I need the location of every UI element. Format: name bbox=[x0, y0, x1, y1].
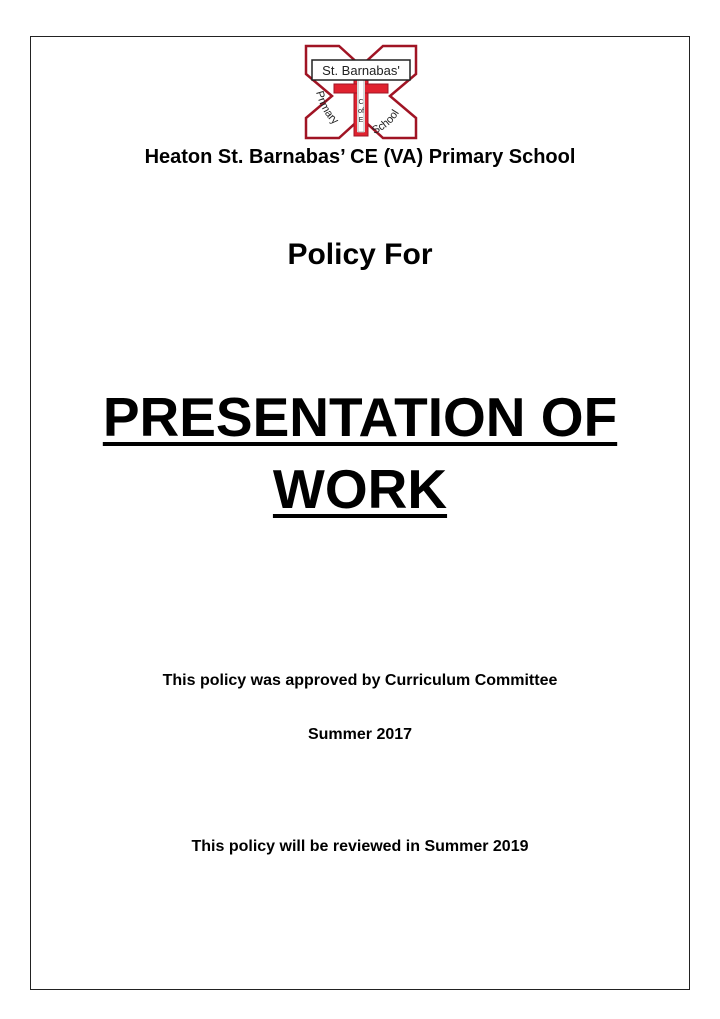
logo-right-text: School bbox=[370, 107, 402, 137]
document-title-line-1: PRESENTATION OF bbox=[102, 386, 618, 448]
school-name: Heaton St. Barnabas’ CE (VA) Primary School bbox=[144, 146, 576, 168]
approval-date: Summer 2017 bbox=[307, 726, 413, 743]
document-title bbox=[0, 381, 720, 525]
logo-letter-e: E bbox=[358, 117, 364, 124]
svg-text:School bbox=[370, 108, 401, 137]
policy-for-heading: Policy For bbox=[287, 238, 433, 271]
logo-letter-c: C bbox=[358, 99, 364, 106]
logo-letter-of: of bbox=[358, 108, 364, 115]
school-logo bbox=[302, 44, 420, 140]
document-title-line-2: WORK bbox=[272, 458, 448, 520]
approval-statement: This policy was approved by Curriculum Committee bbox=[162, 672, 558, 689]
review-statement: This policy will be reviewed in Summer 2019 bbox=[191, 838, 529, 855]
logo-top-text: St. Barnabas' bbox=[322, 63, 400, 78]
logo-left-text: Primary bbox=[313, 89, 341, 127]
